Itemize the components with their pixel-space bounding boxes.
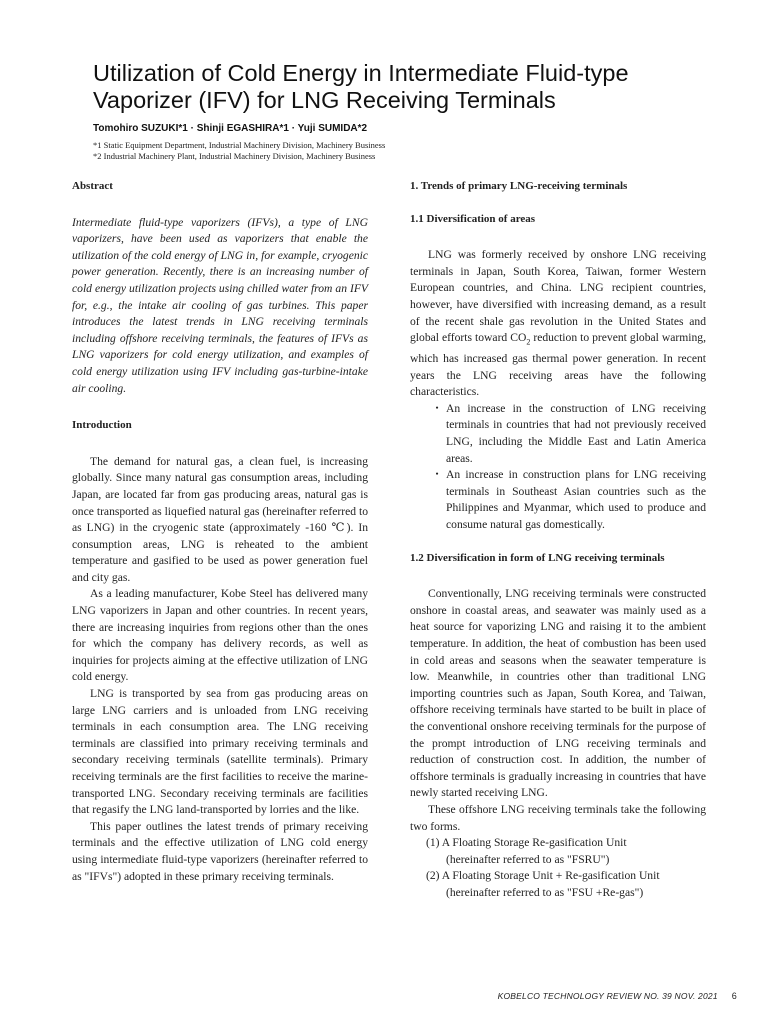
introduction-heading: Introduction	[72, 419, 132, 432]
page-footer	[455, 991, 737, 1001]
list-item	[426, 835, 706, 868]
page-number: 6	[731, 991, 737, 1001]
intro-paragraph: This paper outlines the latest trends of primary receiving terminals and the effective utilization of LNG cold energy using intermediate fluid-type vaporizers (hereinafter referred to as "IFVs") adopted in these primary receiving terminals.	[72, 819, 368, 883]
co2-subscript: 2	[526, 337, 531, 347]
journal-name: KOBELCO TECHNOLOGY REVIEW NO. 39 NOV. 2021	[497, 991, 718, 1001]
bullet-text: An increase in the construction of LNG receiving terminals in countries that had not previously received LNG, including the Middle East and Latin America areas.	[446, 401, 706, 465]
form-label: (1) A Floating Storage Re-gasification Unit	[426, 836, 627, 850]
section-1-2-heading: 1.2 Diversification in form of LNG receiving terminals	[410, 551, 665, 564]
bullet-mark: ・	[431, 468, 443, 482]
section-1-1-paragraph: LNG was formerly received by onshore LNG receiving terminals in Japan, South Korea, Taiwan, former Western European countries, and China. LNG recipient countries, however, have diversified with increasing demand, as a result of the recent shale gas revolution in the United States and global efforts toward $CO_2$ reduction to prevent global warming, which has increased gas thermal power generation. In recent years the LNG receiving areas have the following characteristics.	[410, 248, 706, 399]
list-item	[428, 467, 706, 533]
affiliation-2: *2 Industrial Machinery Plant, Industrial Machinery Division, Machinery Business	[93, 151, 376, 161]
abstract-text: Intermediate fluid-type vaporizers (IFVs), a type of LNG vaporizers, have been used as vaporizers that enable the utilization of the cold energy of LNG in, for example, cryogenic power generation. Recently, there is an increasing number of cold energy utilization projects using chilled water from an IFV for, e.g., the intake air cooling of gas turbines. This paper introduces the latest trends in LNG receiving terminals including offshore receiving terminals, the features of IFVs as LNG vaporizers for cold energy utilization, and examples of cold energy utilization using IFV including gas-turbine-intake air cooling.	[72, 215, 368, 395]
intro-paragraph: The demand for natural gas, a clean fuel, is increasing globally. Since many natural gas consumption areas, including Japan, are located far from gas producing areas, natural gas is once transported as liquefied natural gas (hereinafter referred to as LNG) in the cryogenic state (approximately -160 ℃). In consumption areas, LNG is reheated to the ambient temperature and gasified to be used as power generation fuel and city gas.	[72, 454, 368, 584]
page-title: Utilization of Cold Energy in Intermediate Fluid-type Vaporizer (IFV) for LNG Receiving Terminals	[93, 60, 629, 113]
bullet-mark: ・	[431, 401, 443, 415]
author-list: Tomohiro SUZUKI*1 · Shinji EGASHIRA*1 · Yuji SUMIDA*2	[93, 123, 368, 134]
section-1-2-paragraph: These offshore LNG receiving terminals take the following two forms.	[410, 802, 706, 833]
left-column	[72, 178, 368, 885]
section-1-2-paragraph: Conventionally, LNG receiving terminals were constructed onshore in coastal areas, and seawater was mainly used as a heat source for vaporizing LNG and raising it to the ambient temperature. In addition, the heat of combustion has been used in cold areas and seasons when the seawater temperature is low. Meanwhile, in countries other than traditional LNG importing countries such as Japan, South Korea, and Taiwan, offshore receiving terminals have started to be built in place of the conventional onshore receiving terminals for the purpose of the prompt introduction of LNG receiving terminals and reduction of construction cost. In addition, the number of offshore terminals is gradually increasing in countries that have newly started receiving LNG.	[410, 587, 706, 800]
bullet-text: An increase in construction plans for LNG receiving terminals in Southeast Asian countries such as the Philippines and Myanmar, which used to produce and consume natural gas domestically.	[446, 468, 706, 531]
section-1-1-heading: 1.1 Diversification of areas	[410, 212, 536, 225]
form-note: (hereinafter referred to as "FSU +Re-gas")	[446, 885, 644, 899]
affiliation-1: *1 Static Equipment Department, Industrial Machinery Division, Machinery Business	[93, 140, 386, 150]
form-note: (hereinafter referred to as "FSRU")	[446, 852, 610, 866]
abstract-heading: Abstract	[72, 180, 113, 192]
intro-paragraph: As a leading manufacturer, Kobe Steel has delivered many LNG vaporizers in Japan and other countries. In recent years, there are increasing inquiries from regions other than the ones for which the company has delivery records, as well as inquiries for projects aiming at the effective utilization of LNG cold energy.	[72, 587, 368, 684]
right-column	[410, 178, 706, 901]
list-item	[426, 868, 706, 901]
list-item	[428, 401, 706, 467]
intro-paragraph: LNG is transported by sea from gas producing areas on large LNG carriers and is unloaded from LNG receiving terminals in each consumption area. The LNG receiving terminals are classified into primary receiving terminals and secondary receiving terminals (satellite terminals). Primary receiving terminals are the first facilities to receive the marine-transported LNG. Secondary receiving terminals are facilities that regasify the LNG land-transported by lorries and the like.	[72, 687, 368, 817]
section-1-heading: 1. Trends of primary LNG-receiving terminals	[410, 180, 628, 192]
form-label: (2) A Floating Storage Unit + Re-gasification Unit	[426, 869, 660, 883]
